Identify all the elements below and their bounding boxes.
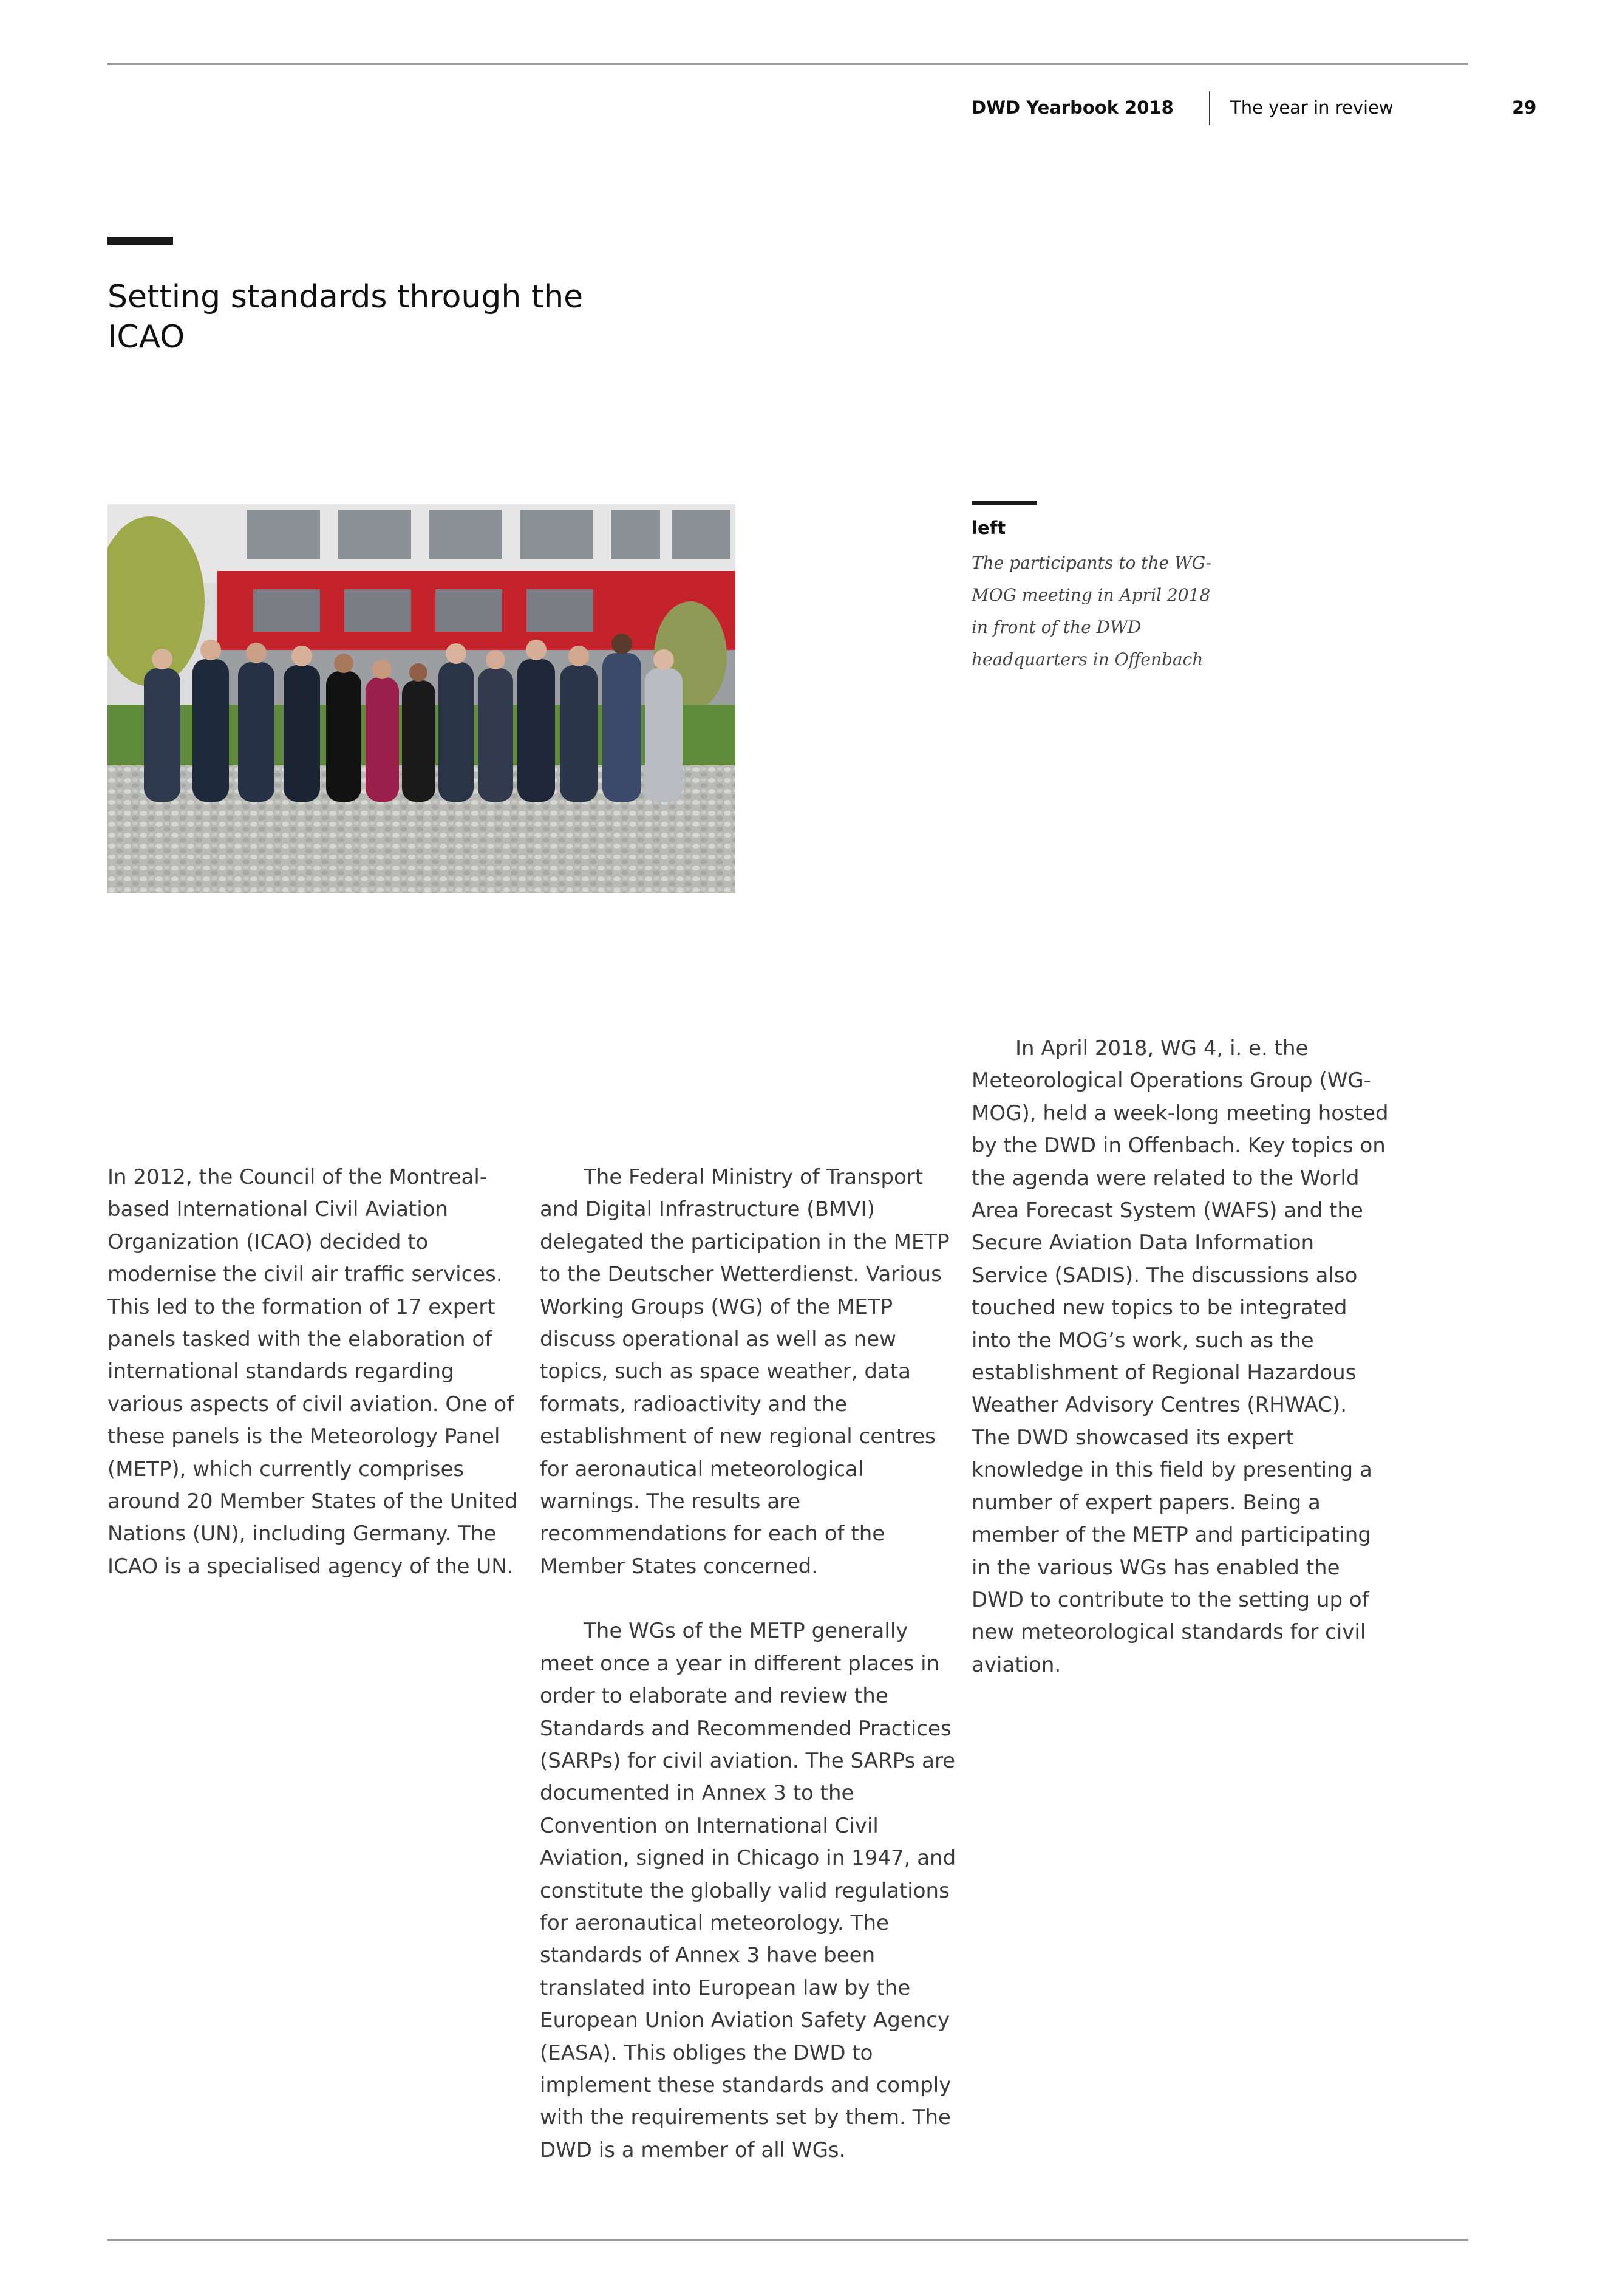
group-photo-illustration xyxy=(107,504,735,893)
heading-accent-bar xyxy=(107,237,173,245)
running-header-section: The year in review xyxy=(1230,97,1394,118)
group-photo xyxy=(107,504,735,893)
photo-caption: The participants to the WG-MOG meeting in April 2018 in front of the DWD headquarters in Offenbach xyxy=(972,553,1212,669)
body-column-2 xyxy=(540,1161,959,2167)
body-column-1 xyxy=(107,1161,526,1583)
article-title: Setting standards through the ICAO xyxy=(107,279,584,355)
page-number: 29 xyxy=(1512,97,1537,118)
running-header-title: DWD Yearbook 2018 xyxy=(972,97,1174,118)
caption-accent-bar xyxy=(972,501,1037,505)
header-separator xyxy=(1209,91,1210,125)
paragraph: In 2012, the Council of the Montreal-based International Civil Aviation Organization (ICAO) decided to modernise the civil air traffic services. This led to the formation of 17 expert panels tasked with the elaboration of international standards regarding various aspects of civil aviation. One of these panels is the Meteorology Panel (METP), which currently comprises around 20 Member States of the United Nations (UN), including Germany. The ICAO is a specialised agency of the UN. xyxy=(107,1165,518,1579)
body-column-3 xyxy=(972,1033,1391,1681)
paragraph: In April 2018, WG 4, i. e. the Meteorological Operations Group (WG-MOG), held a week-long meeting hosted by the DWD in Offenbach. Key topics on the agenda were related to the World Area Forecast System (WAFS) and the Secure Aviation Data Information Service (SADIS). The discussions also touched new topics to be integrated into the MOG’s work, such as the establishment of Regional Hazardous Weather Advisory Centres (RHWAC). The DWD showcased its expert knowledge in this field by presenting a number of expert papers. Being a member of the METP and participating in the various WGs has enabled the DWD to contribute to the setting up of new meteorological standards for civil aviation. xyxy=(972,1036,1389,1677)
top-rule xyxy=(107,63,1468,65)
caption-label: left xyxy=(972,518,1006,538)
paragraph: The WGs of the METP generally meet once a year in different places in order to elaborate and review the Standards and Recommended Practices (SARPs) for civil aviation. The SARPs are documented in Annex 3 to the Convention on International Civil Aviation, signed in Chicago in 1947, and constitute the globally valid regulations for aeronautical meteorology. The standards of Annex 3 have been translated into European law by the European Union Aviation Safety Agency (EASA). This obliges the DWD to implement these standards and comply with the requirements set by them. The DWD is a member of all WGs. xyxy=(540,1619,956,2162)
bottom-rule xyxy=(107,2239,1468,2241)
paragraph: The Federal Ministry of Transport and Digital Infrastructure (BMVI) delegated the participation in the METP to the Deutscher Wetterdienst. Various Working Groups (WG) of the METP discuss operational as well as new topics, such as space weather, data formats, radioactivity and the establishment of new regional centres for aeronautical meteorological warnings. The results are recommendations for each of the Member States concerned. xyxy=(540,1165,950,1579)
